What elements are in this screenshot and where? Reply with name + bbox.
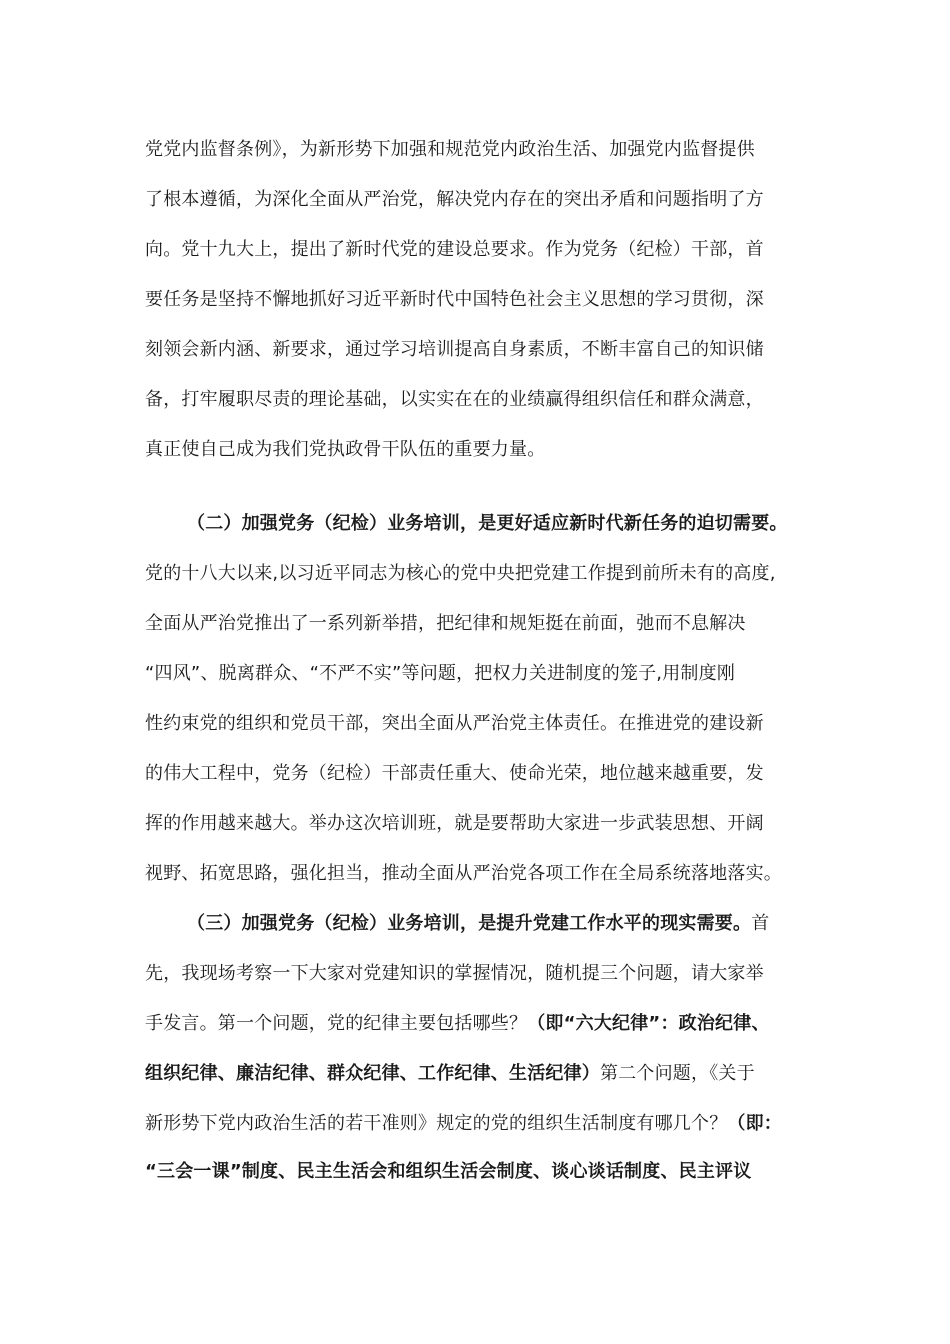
text-line-2 [145, 188, 815, 212]
text-segment: 性约束党的组织和党员干部，突出全面从严治党主体责任。在推进党的建设新 [145, 713, 764, 734]
text-line-15 [145, 862, 815, 886]
text-segment-bold: 组织纪律、廉洁纪律、群众纪律、工作纪律、生活纪律） [145, 1063, 600, 1084]
text-segment: 首 [751, 913, 770, 934]
text-line-1 [145, 138, 815, 162]
text-line-7 [145, 438, 815, 462]
text-segment: 先，我现场考察一下大家对党建知识的掌握情况，随机提三个问题，请大家举 [145, 963, 764, 984]
text-segment: 全面从严治党推出了一系列新举措，把纪律和规矩挺在前面，弛而不息解决 [145, 613, 746, 634]
text-line-12 [145, 712, 815, 736]
text-segment-bold: “三会一课”制度、民主生活会和组织生活会制度、谈心谈话制度、民主评议 [145, 1161, 752, 1182]
text-segment: 真正使自己成为我们党执政骨干队伍的重要力量。 [145, 439, 546, 460]
text-line-17 [145, 962, 815, 986]
text-line-10 [145, 612, 815, 636]
text-line-11 [145, 662, 815, 686]
text-segment: 向。党十九大上，提出了新时代党的建设总要求。作为党务（纪检）干部，首 [145, 239, 764, 260]
text-line-6 [145, 388, 815, 412]
text-line-13 [145, 762, 815, 786]
text-segment: 第二个问题，《关于 [600, 1063, 755, 1084]
text-line-14 [145, 812, 815, 836]
text-segment: “四风”、脱离群众、“不严不实”等问题，把权力关进制度的笼子,用制度刚 [145, 663, 736, 684]
text-segment: 备，打牢履职尽责的理论基础，以实实在在的业绩赢得组织信任和群众满意， [145, 389, 764, 410]
text-segment: （二）加强党务（纪检）业务培训，是更好适应新时代新任务的迫切需要。 [187, 513, 788, 534]
text-line-21 [145, 1160, 815, 1184]
text-line-19 [145, 1062, 815, 1086]
text-segment: 挥的作用越来越大。举办这次培训班，就是要帮助大家进一步武装思想、开阔 [145, 813, 764, 834]
text-line-4 [145, 288, 815, 312]
text-line-9 [145, 562, 815, 586]
text-segment: 要任务是坚持不懈地抓好习近平新时代中国特色社会主义思想的学习贯彻，深 [145, 289, 764, 310]
text-segment: 刻领会新内涵、新要求，通过学习培训提高自身素质，不断丰富自己的知识储 [145, 339, 764, 360]
section-heading-2 [187, 512, 857, 536]
text-segment: 新形势下党内政治生活的若干准则》规定的党的组织生活制度有哪几个？ [145, 1113, 728, 1134]
text-segment: 手发言。第一个问题，党的纪律主要包括哪些？ [145, 1013, 528, 1034]
text-segment: 党党内监督条例》，为新形势下加强和规范党内政治生活、加强党内监督提供 [145, 139, 755, 160]
text-line-20 [145, 1112, 815, 1136]
text-line-5 [145, 338, 815, 362]
text-segment: 党的十八大以来,以习近平同志为核心的党中央把党建工作提到前所未有的高度, [145, 563, 776, 584]
text-line-3 [145, 238, 815, 262]
text-line-18 [145, 1012, 815, 1036]
text-segment-bold: （三）加强党务（纪检）业务培训，是提升党建工作水平的现实需要。 [187, 913, 752, 934]
text-segment-bold: （即： [727, 1113, 783, 1134]
text-segment: 视野、拓宽思路，强化担当，推动全面从严治党各项工作在全局系统落地落实。 [145, 863, 782, 884]
text-segment: 的伟大工程中，党务（纪检）干部责任重大、使命光荣，地位越来越重要，发 [145, 763, 764, 784]
section-heading-3 [187, 912, 817, 936]
text-segment: 了根本遵循，为深化全面从严治党，解决党内存在的突出矛盾和问题指明了方 [145, 189, 764, 210]
text-segment-bold: （即“六大纪律”：政治纪律、 [527, 1013, 770, 1034]
